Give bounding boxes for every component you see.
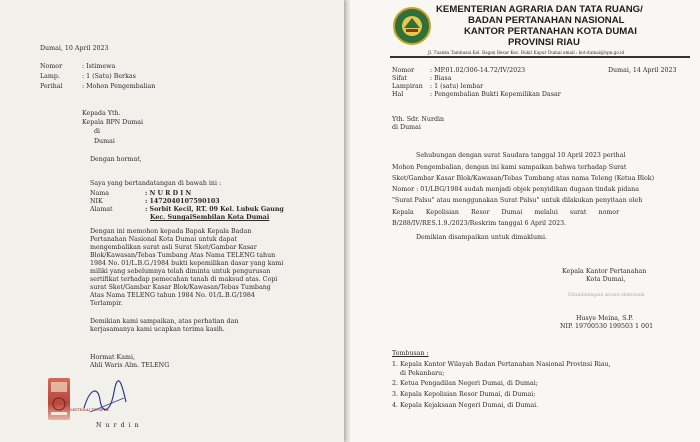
body-line: Dengan ini memohon kepada Bapak Kepala Badan — [90, 228, 252, 235]
header-address: Jl. Tuanku Tambusai Kel. Bagan Besar Kec. Bukit Kapur Dumai email : kot-dumai@bpn.go.id — [428, 50, 625, 55]
bpn-logo-icon — [392, 6, 432, 46]
right-body-line: "Surat Palsu" atau menggunakan Surat Palsu" untuk dilakukan penyitaan oleh — [392, 197, 643, 204]
right-body-line: Mohon Pengembalian, dengan ini kami sampaikan bahwa terhadap Surat — [392, 164, 627, 171]
left-meta-label: Perihal — [40, 83, 63, 90]
right-meta-label: Nomor — [392, 67, 415, 74]
left-date: Dumai, 10 April 2023 — [40, 45, 109, 52]
header-divider — [390, 56, 690, 58]
left-greeting: Dengan hormat, — [90, 156, 142, 163]
left-recipient-line: Kepala BPN Dumai — [82, 119, 144, 126]
left-letter-page — [0, 0, 344, 442]
body-line: Pertanahan Nasional Kota Dumai untuk dapat — [90, 236, 237, 243]
identity-label: Nama — [90, 190, 109, 197]
body-line: Terlampir. — [90, 300, 123, 307]
left-meta-value: : Istimewa — [82, 63, 116, 70]
right-meta-label: Sifat — [392, 75, 407, 82]
left-recipient-line: Dumai — [94, 138, 115, 145]
cc-title: Tembusan : — [392, 350, 429, 357]
identity-label: Alamat — [90, 206, 113, 213]
cc-item: 4. Kepala Kejaksaan Negeri Dumai, di Dumai. — [392, 402, 539, 409]
right-meta-value: : Pengembalian Bukti Kepemilikan Dasar — [430, 91, 561, 98]
cc-item: di Pekanbaru; — [392, 370, 445, 377]
meterai-stamp — [48, 378, 70, 420]
signer-name: N u r d i n — [96, 422, 140, 429]
body-line: Atas Nama TELENG tahun 1984 No. 01/L.B.G/1984 — [90, 292, 255, 299]
left-signer-intro: Saya yang bertandatangan di bawah ini : — [90, 180, 222, 187]
body-line: miliki yang sebelumnya telah diminta untuk pengurusan — [90, 268, 271, 275]
cc-item: 2. Ketua Pengadilan Negeri Dumai, di Dumai; — [392, 380, 538, 387]
signature-title-1: Kepala Kantor Pertanahan — [562, 268, 647, 275]
left-meta-label: Nomor — [40, 63, 63, 70]
right-body-line: Sket/Gambar Kasar Blok/Kawasan/Tebas Tumbang atas nama Teleng (Ketua Blok) — [392, 175, 655, 182]
closing-line: kerjasamanya kami ucapkan terima kasih. — [90, 326, 225, 333]
left-meta-value: : 1 (Satu) Berkas — [82, 73, 136, 80]
identity-value: Kec. SungaiSembilan Kota Dumai — [150, 214, 270, 221]
cc-item: 3. Kepala Kepolisian Resor Dumai, di Dumai; — [392, 391, 536, 398]
cc-item: 1. Kepala Kantor Wilayah Badan Pertanahan Nasional Provinsi Riau, — [392, 361, 611, 368]
right-meta-value: : MP.01.02/306-14.72/IV/2023 — [430, 67, 526, 74]
closing-line: Demikian kami sampaikan, atas perhatian dan — [90, 318, 239, 325]
signature-nip: NIP. 19700530 199503 1 001 — [560, 323, 654, 330]
header-line-4: PROVINSI RIAU — [508, 37, 580, 48]
left-recipient-line: Kepada Yth. — [82, 110, 121, 117]
body-line: 1984 No. 01/L.B.G./1984 bukti kepemilikan dasar yang kami — [90, 260, 284, 267]
right-meta-value: : 1 (satu) lembar — [430, 83, 484, 90]
identity-label: NIK — [90, 198, 103, 205]
body-line: Blok/Kawasan/Tebas Tumbang Atas Nama TELENG tahun — [90, 252, 276, 259]
left-recipient-line: di — [94, 128, 101, 135]
identity-value: : Sorbit Kecil, RT. 09 Kel. Lubuk Gaung — [145, 206, 284, 213]
left-meta-value: : Mohon Pengembalian — [82, 83, 156, 90]
right-closing: Demikian disampaikan untuk dimaklumi. — [416, 234, 547, 241]
signature-name: Husye Meina, S.P. — [576, 315, 634, 322]
meterai-text: METERAI TEMPEL — [70, 407, 110, 412]
right-body-line: B/288/IV/RES.1.9./2023/Reskrim tanggal 6 April 2023. — [392, 220, 567, 227]
right-meta-label: Lampiran — [392, 83, 423, 90]
meterai-stamp-graphic — [48, 378, 70, 420]
right-letter-page — [350, 0, 700, 442]
identity-value: : 1472040107590103 — [145, 198, 220, 205]
identity-value: : N U R D I N — [145, 190, 192, 197]
body-line: sertifikat terhadap pemecahan tanah di maksud atas. Copi — [90, 276, 278, 283]
right-body-line: Sehubungan dengan surat Saudara tanggal 10 April 2023 perihal — [416, 152, 626, 159]
right-recipient-line: Yth. Sdr. Nurdin — [392, 116, 445, 123]
right-meta-label: Hal — [392, 91, 404, 98]
right-body-line: Kepala Kepolisian Resor Dumai melalui surat nomor — [392, 209, 620, 216]
header-line-1: KEMENTERIAN AGRARIA DAN TATA RUANG/ — [436, 4, 643, 15]
body-line: mengembalikan surat asli Surat Sket/Gambar Kasar — [90, 244, 257, 251]
sign-line: Ahli Waris Alm. TELENG — [90, 362, 170, 369]
signature-icon — [80, 378, 130, 418]
signature-digital: Ditandatangani secara elektronik — [568, 293, 645, 298]
body-line: surat Sket/Gambar Kasar Blok/Kawasan/Tebas Tumbang — [90, 284, 271, 291]
right-body-line: Nomor : 01/LBG/1984 sudah menjadi objek penyidikan dugaan tindak pidana — [392, 186, 639, 193]
header-line-3: KANTOR PERTANAHAN KOTA DUMAI — [464, 26, 637, 37]
sign-line: Hormat Kami, — [90, 354, 135, 361]
right-date: Dumai, 14 April 2023 — [608, 67, 677, 74]
left-meta-label: Lamp. — [40, 73, 60, 80]
header-line-2: BADAN PERTANAHAN NASIONAL — [468, 15, 625, 26]
right-recipient-line: di Dumai — [392, 124, 421, 131]
signature-title-2: Kota Dumai, — [586, 276, 626, 283]
right-meta-value: : Biasa — [430, 75, 452, 82]
